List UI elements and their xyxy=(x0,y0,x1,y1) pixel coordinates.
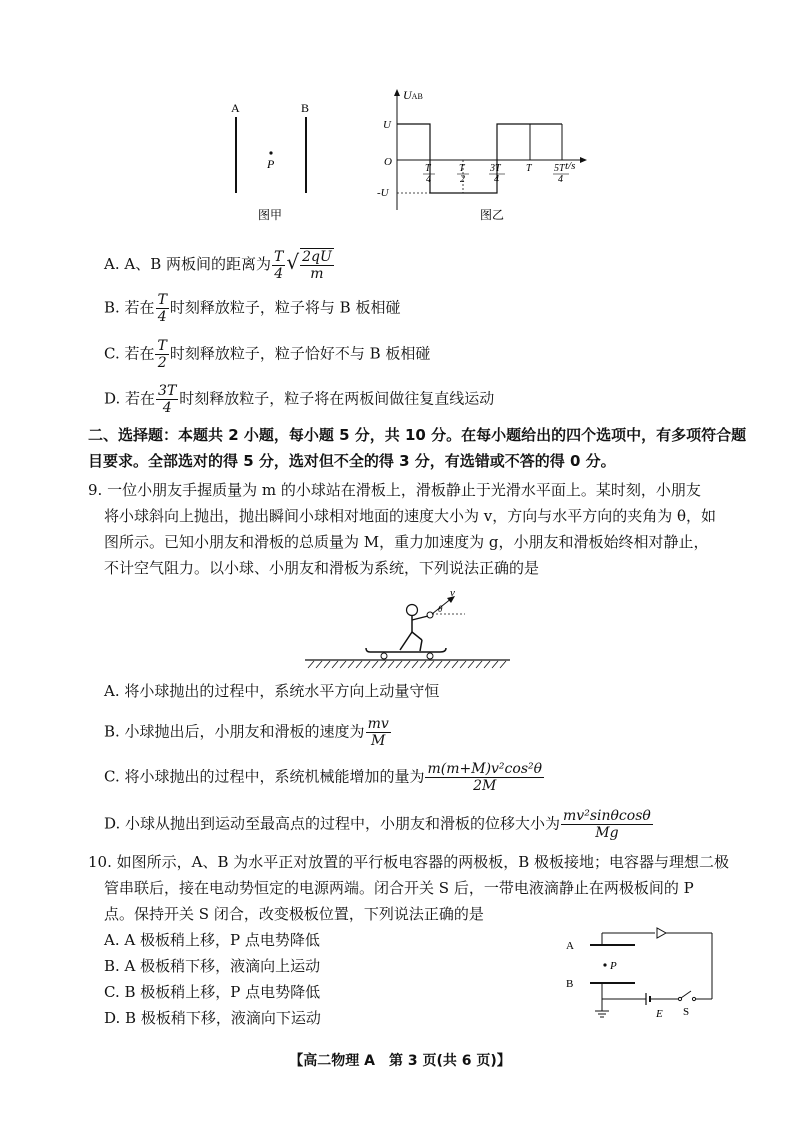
figure-jia xyxy=(220,95,330,230)
section2-line2: 目要求。全部选对的得 5 分，选对但不全的得 3 分，有选错或不答的得 0 分。 xyxy=(88,452,616,470)
tick-3t4: 3T xyxy=(490,163,501,174)
q9-line3: 图所示。已知小朋友和滑板的总质量为 M，重力加速度为 g，小朋友和滑板始终相对静止， xyxy=(104,533,709,551)
section2-line1: 二、选择题：本题共 2 小题，每小题 5 分，共 10 分。在每小题给出的四个选项中，有多项符合题 xyxy=(88,426,747,444)
tick-t4: T xyxy=(425,163,431,174)
switch-label: S xyxy=(683,1006,690,1018)
point-p-label: P xyxy=(610,960,617,972)
svg-text:4: 4 xyxy=(558,174,563,185)
page-footer: 【高二物理 A 第 3 页(共 6 页)】 xyxy=(289,1053,511,1069)
origin-label: O xyxy=(384,156,392,168)
q8-option-c: C. 若在 $\frac{T}{2}$ 时刻释放粒子，粒子恰好不与 B 板相碰 xyxy=(104,338,431,371)
q10-line1: 10. 如图所示，A、B 为水平正对放置的平行板电容器的两极板，B 极板接地；电容器与理想二极 xyxy=(88,853,730,871)
svg-text:4: 4 xyxy=(494,174,499,185)
figure-jia-caption: 图甲 xyxy=(258,208,283,222)
point-p-label: P xyxy=(267,157,275,171)
plate-a-label: A xyxy=(566,940,574,952)
velocity-label: v xyxy=(450,588,455,599)
tick-5t4: 5T xyxy=(554,163,565,174)
y-axis-label: UAB xyxy=(403,88,423,102)
skateboard-figure xyxy=(300,588,515,673)
svg-text:2: 2 xyxy=(460,174,465,185)
q10-option-d: D. B 极板稍下移，液滴向下运动 xyxy=(104,1009,321,1027)
q9-line2: 将小球斜向上抛出，抛出瞬间小球相对地面的速度大小为 v，方向与水平方向的夹角为 θ，如 xyxy=(104,507,717,525)
q9-line4: 不计空气阻力。以小球、小朋友和滑板为系统，下列说法正确的是 xyxy=(104,559,540,577)
q10-line2: 管串联后，接在电动势恒定的电源两端。闭合开关 S 后，一带电液滴静止在两极板间的 P xyxy=(104,879,694,897)
q10-option-a: A. A 极板稍上移，P 点电势降低 xyxy=(104,931,320,949)
x-axis-label: t/s xyxy=(565,160,576,172)
capacitor-circuit-figure xyxy=(560,925,725,1025)
tick-t2: T xyxy=(459,163,465,174)
q8-option-a: A. A、B 两板间的距离为 $\frac{T}{4}$ √ $\frac{2qU}{m}$ xyxy=(104,248,332,282)
q10-option-c: C. B 极板稍上移，P 点电势降低 xyxy=(104,983,321,1001)
q9-line1: 9. 一位小朋友手握质量为 m 的小球站在滑板上，滑板静止于光滑水平面上。某时刻，小朋友 xyxy=(88,481,701,499)
tick-t: T xyxy=(526,163,532,174)
plate-a-label: A xyxy=(231,101,240,115)
plate-b-label: B xyxy=(301,101,310,115)
q10-option-b: B. A 极板稍下移，液滴向上运动 xyxy=(104,957,321,975)
q9-option-c: C. 将小球抛出的过程中，系统机械能增加的量为 $\frac{\text{m(m+M)v²cos²θ}}{2M}$ xyxy=(104,761,543,794)
q9-option-a: A. 将小球抛出的过程中，系统水平方向上动量守恒 xyxy=(104,682,440,700)
figure-yi-caption: 图乙 xyxy=(480,208,505,222)
plate-b-label: B xyxy=(566,978,574,990)
q9-option-b: B. 小球抛出后，小朋友和滑板的速度为 $\frac{mv}{M}$ xyxy=(104,716,389,749)
figure-yi xyxy=(375,85,595,230)
q8-option-d: D. 若在 $\frac{3T}{4}$ 时刻释放粒子，粒子将在两板间做往复直线运动 xyxy=(104,383,495,416)
q9-option-d: D. 小球从抛出到运动至最高点的过程中，小朋友和滑板的位移大小为 $\frac{\text{mv²sinθcosθ}}{Mg}$ xyxy=(104,808,651,841)
angle-label: θ xyxy=(438,604,443,614)
u-pos-label: U xyxy=(383,119,391,131)
q10-line3: 点。保持开关 S 闭合，改变极板位置，下列说法正确的是 xyxy=(104,905,484,923)
svg-text:4: 4 xyxy=(426,174,431,185)
q8-option-b: B. 若在 $\frac{T}{4}$ 时刻释放粒子，粒子将与 B 板相碰 xyxy=(104,292,401,325)
battery-label: E xyxy=(656,1008,663,1020)
u-neg-label: -U xyxy=(377,187,389,199)
